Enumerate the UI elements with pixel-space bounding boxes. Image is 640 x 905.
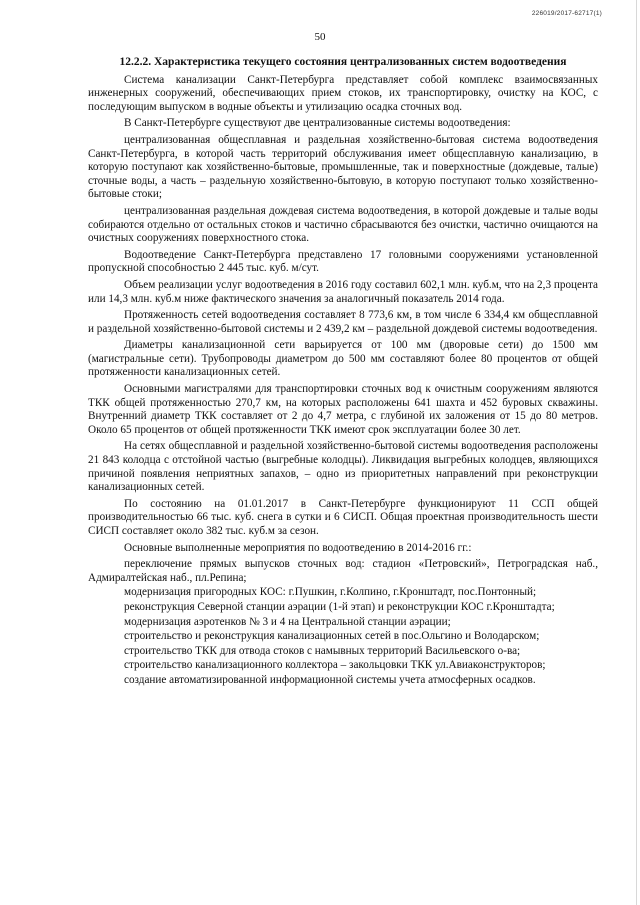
list-item: строительство канализационного коллектора – закольцовки ТКК ул.Авиаконструкторов; [124, 659, 546, 672]
paragraph: На сетях общесплавной и раздельной хозяйственно-бытовой системы водоотведения расположены 21 843 колодца с отстойной частью (выгребные колодцы). Ликвидация выгребных колодцев, являющихся причиной появления неприятных запахов, – одно из приоритетных направлений при реконструкции канализационных сетей. [88, 440, 598, 494]
page-number: 50 [314, 31, 326, 43]
paragraph: Объем реализации услуг водоотведения в 2016 году составил 602,1 млн. куб.м, что на 2,3 процента или 14,3 млн. куб.м ниже фактического значения за аналогичный показатель 2014 года. [88, 278, 598, 305]
list-item: модернизация аэротенков № 3 и 4 на Центральной станции аэрации; [124, 615, 451, 628]
paragraph: Протяженность сетей водоотведения составляет 8 773,6 км, в том числе 6 334,4 км общесплавной и раздельной хозяйственно-бытовой системы и 2 439,2 км – раздельной дождевой системы водоотведения. [88, 309, 598, 335]
list-item: переключение прямых выпусков сточных вод: стадион «Петровский», Петроградская наб., Адмиралтейская наб., пл.Репина; [88, 558, 598, 584]
list-item: реконструкция Северной станции аэрации (1-й этап) и реконструкции КОС г.Кронштадта; [124, 600, 555, 613]
paragraph: централизованная общесплавная и раздельная хозяйственно-бытовая система водоотведения Санкт-Петербурга, в которой часть территорий обслуживания имеет общесплавную канализацию, в которую поступают как хозяйственно-бытовые, промышленные, так и поверхностные (дождевые, талые) сточные воды, а часть – раздельную хозяйственно-бытовую, в которую поступают только хозяйственно-бытовые стоки; [88, 133, 598, 201]
paragraph: Диаметры канализационной сети варьируется от 100 мм (дворовые сети) до 1500 мм (магистральные сети). Трубопроводы диаметром до 500 мм составляют более 80 процентов от общей протяженности канализационных сетей. [88, 339, 598, 379]
paragraph: Водоотведение Санкт-Петербурга представлено 17 головными сооружениями установленной пропускной способностью 2 445 тыс. куб. м/сут. [88, 248, 598, 275]
section-heading: 12.2.2. Характеристика текущего состояния централизованных систем водоотведения [119, 56, 567, 68]
list-item: модернизация пригородных КОС: г.Пушкин, г.Колпино, г.Кронштадт, пос.Понтонный; [124, 586, 537, 599]
page-body [88, 56, 598, 689]
paragraph: В Санкт-Петербурге существуют две централизованные системы водоотведения: [124, 117, 511, 130]
paragraph: Система канализации Санкт-Петербурга представляет собой комплекс взаимосвязанных инженерных сооружений, обеспечивающих прием стоков, их транспортировку, очистку на КОС, с последующим выпуском в водные объекты и утилизацию осадка сточных вод. [88, 73, 598, 113]
scan-edge [636, 0, 637, 905]
paragraph: Основные выполненные мероприятия по водоотведению в 2014-2016 гг.: [124, 541, 472, 554]
paragraph: Основными магистралями для транспортировки сточных вод к очистным сооружениям являются ТКК общей протяженностью 270,7 км, на которых расположены 641 шахта и 452 буровых скважины. Внутренний диаметр ТКК составляет от 2 до 4,7 метра, с глубиной их заложения от 15 до 80 метров. Около 65 процентов от общей протяженности ТКК имеют срок эксплуатации более 30 лет. [88, 383, 598, 436]
list-item: строительство и реконструкция канализационных сетей в пос.Ольгино и Володарском; [124, 630, 540, 643]
document-id: 226019/2017-62717(1) [531, 10, 602, 17]
paragraph: По состоянию на 01.01.2017 в Санкт-Петербурге функционируют 11 ССП общей производительностью 66 тыс. куб. снега в сутки и 6 СИСП. Общая проектная производительность шести СИСП составляет около 382 тыс. куб.м за сезон. [88, 497, 598, 537]
paragraph: централизованная раздельная дождевая система водоотведения, в которой дождевые и талые воды собираются отдельно от остальных стоков и частично сбрасываются без очистки, частично очищаются на очистных сооружениях поверхностного стока. [88, 204, 598, 245]
list-item: создание автоматизированной информационной системы учета атмосферных осадков. [124, 673, 536, 686]
list-item: строительство ТКК для отвода стоков с намывных территорий Васильевского о-ва; [124, 644, 521, 657]
